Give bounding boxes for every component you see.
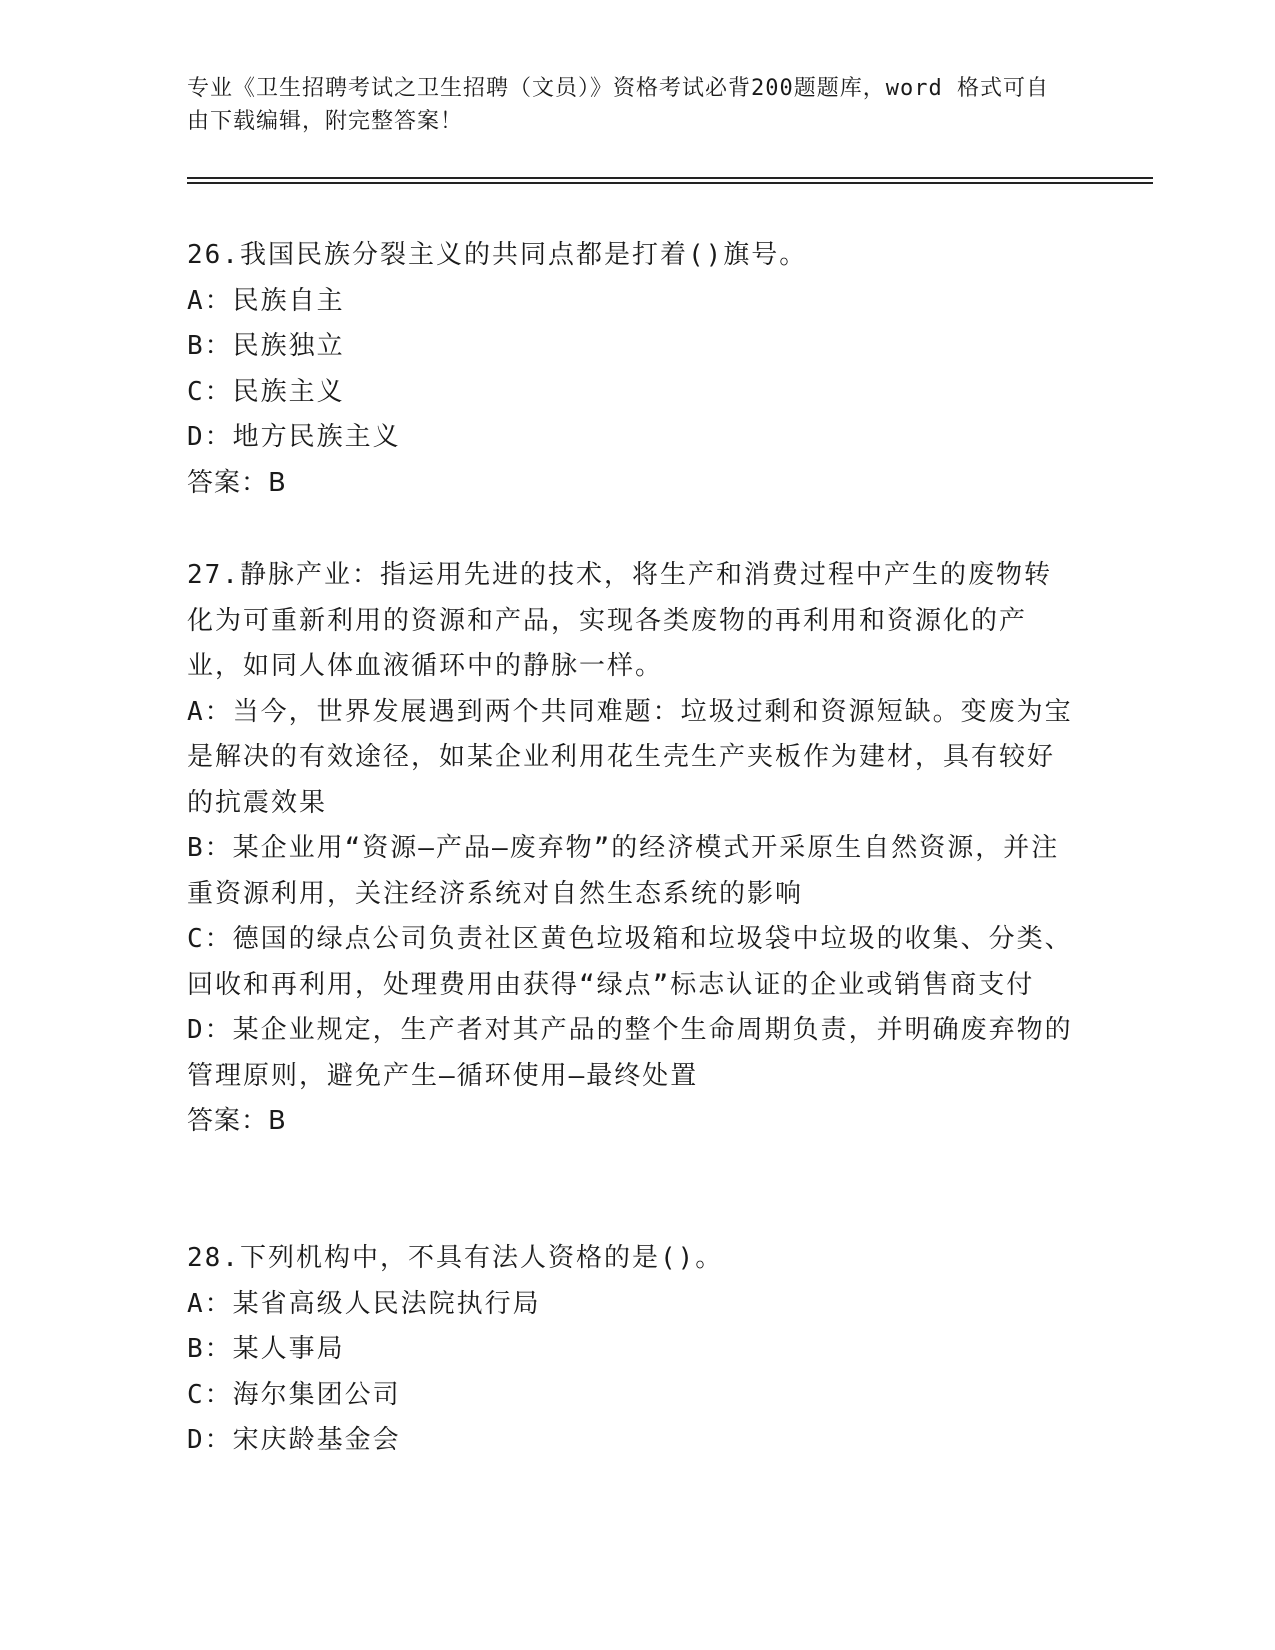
question-27 <box>187 553 1077 1145</box>
header-rule-bottom <box>187 182 1153 184</box>
option-d: D：地方民族主义 <box>187 422 401 452</box>
option-b: B：民族独立 <box>187 331 345 361</box>
question-26 <box>187 233 1077 506</box>
option-a: A：当今，世界发展遇到两个共同难题：垃圾过剩和资源短缺。变废为宝是解决的有效途径，如某企业利用花生壳生产夹板作为建材，具有较好的抗震效果 <box>187 696 1073 818</box>
question-stem: 27.静脉产业：指运用先进的技术，将生产和消费过程中产生的废物转化为可重新利用的资源和产品，实现各类废物的再利用和资源化的产业，如同人体血液循环中的静脉一样。 <box>187 560 1052 681</box>
question-28 <box>187 1236 1077 1464</box>
option-b: B：某企业用“资源—产品—废弃物”的经济模式开采原生自然资源，并注重资源利用，关注经济系统对自然生态系统的影响 <box>187 833 1060 909</box>
option-c: C：德国的绿点公司负责社区黄色垃圾箱和垃圾袋中垃圾的收集、分类、回收和再利用，处理费用由获得“绿点”标志认证的企业或销售商支付 <box>187 924 1073 1000</box>
option-c: C：民族主义 <box>187 376 345 407</box>
option-d: D：某企业规定，生产者对其产品的整个生命周期负责，并明确废弃物的管理原则，避免产生—循环使用—最终处置 <box>187 1015 1073 1091</box>
option-c: C：海尔集团公司 <box>187 1379 401 1410</box>
option-a: A：民族自主 <box>187 285 345 316</box>
option-a: A：某省高级人民法院执行局 <box>187 1288 541 1319</box>
option-d: D：宋庆龄基金会 <box>187 1425 401 1455</box>
document-header: 专业《卫生招聘考试之卫生招聘（文员）》资格考试必背200题题库，word 格式可自由下载编辑，附完整答案！ <box>187 76 1049 134</box>
header-rule-top <box>187 177 1153 179</box>
answer: 答案：B <box>187 1106 287 1136</box>
question-stem: 28.下列机构中，不具有法人资格的是()。 <box>187 1243 724 1273</box>
answer: 答案：B <box>187 467 287 498</box>
question-stem: 26.我国民族分裂主义的共同点都是打着()旗号。 <box>187 240 808 270</box>
option-b: B：某人事局 <box>187 1334 345 1364</box>
